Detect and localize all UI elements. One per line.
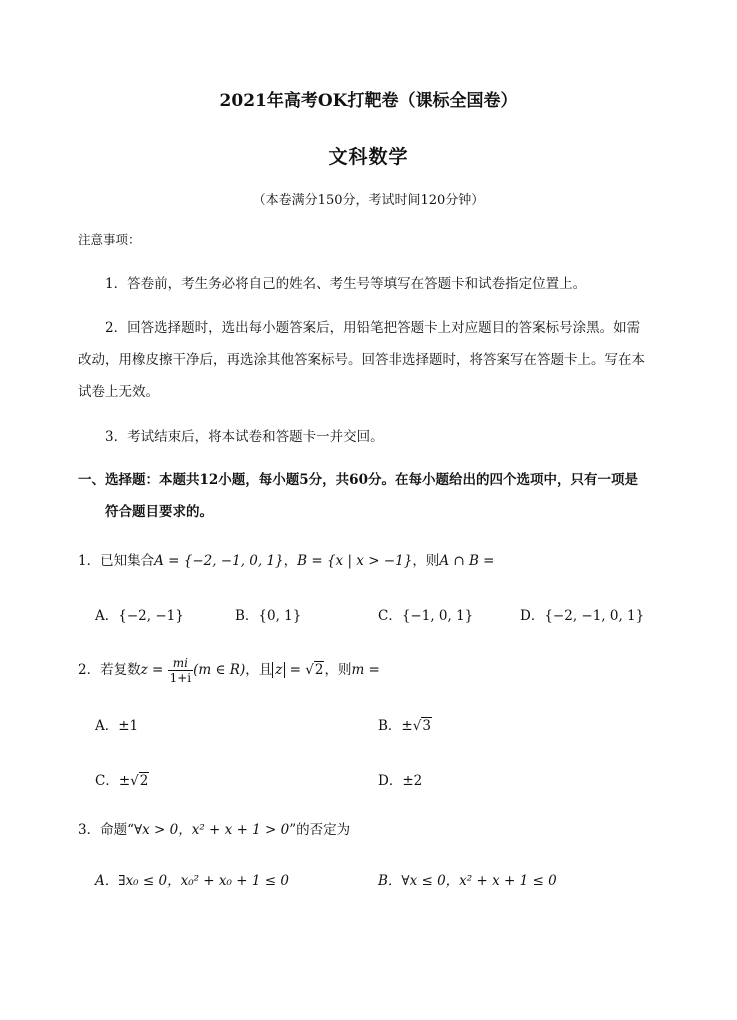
q1-option-a: A．{−2, −1}	[95, 608, 184, 624]
q1-option-d: D．{−2, −1, 0, 1}	[520, 608, 645, 624]
q1-option-b: B．{0, 1}	[235, 608, 302, 624]
q1-set-a: A = {−2, −1, 0, 1}	[154, 553, 284, 569]
section-heading-line-1: 一、选择题：本题共12小题，每小题5分，共60分。在每小题给出的四个选项中，只有一项是	[78, 472, 638, 488]
q3-option-a: A．∃x₀ ≤ 0，x₀² + x₀ + 1 ≤ 0	[95, 873, 289, 889]
q2-denominator: 1+i	[169, 671, 192, 685]
q2-option-b	[378, 716, 432, 736]
q2-condition: (m ∈ R)	[193, 662, 246, 678]
q2-radicand: 2	[314, 662, 324, 678]
q2-tail: ，则	[324, 662, 352, 678]
question-2	[78, 656, 380, 685]
q2-fraction	[168, 656, 194, 685]
q2-option-c	[95, 771, 149, 791]
q2-option-b-radicand: 3	[422, 718, 431, 734]
q2-abs-z: z	[272, 662, 285, 678]
question-3	[78, 820, 350, 840]
q2-prefix: 2．若复数	[78, 662, 141, 678]
q1-expression: A ∩ B =	[439, 553, 495, 569]
q2-option-a: A．±1	[95, 718, 139, 734]
q2-z: z =	[140, 662, 164, 678]
notice-item-2-line-1: 2．回答选择题时，选出每小题答案后，用铅笔把答题卡上对应题目的答案标号涂黑。如需	[105, 320, 641, 336]
q1-option-c: C．{−1, 0, 1}	[378, 608, 474, 624]
q2-option-c-prefix: C．±	[95, 773, 131, 789]
exam-note: （本卷满分150分，考试时间120分钟）	[252, 193, 485, 208]
section-heading-line-2: 符合题目要求的。	[105, 504, 213, 520]
notice-item-1: 1．答卷前，考生务必将自己的姓名、考生号等填写在答题卡和试卷指定位置上。	[105, 276, 587, 292]
q2-option-b-sqrt-icon: √	[412, 718, 422, 734]
notice-heading: 注意事项：	[78, 232, 141, 247]
q2-m: m =	[351, 662, 380, 678]
q3-proposition: ∀x > 0，x² + x + 1 > 0	[134, 822, 290, 838]
notice-item-2-line-2: 改动，用橡皮擦干净后，再选涂其他答案标号。回答非选择题时，将答案写在答题卡上。写在本	[78, 352, 645, 368]
question-1	[78, 551, 494, 571]
q3-prefix: 3．命题“	[78, 822, 134, 838]
q1-set-b: B = {x | x > −1}	[297, 553, 413, 569]
q1-mid: ，则	[412, 553, 440, 569]
q2-equals: =	[289, 662, 301, 678]
subject-title: 文科数学	[328, 146, 409, 168]
q2-numerator: mi	[168, 656, 194, 671]
notice-item-3: 3．考试结束后，将本试卷和答题卡一并交回。	[105, 429, 384, 445]
q2-sqrt-icon: √	[305, 662, 314, 678]
q2-option-b-prefix: B．±	[378, 718, 413, 734]
notice-item-2-line-3: 试卷上无效。	[78, 384, 159, 400]
q2-mid: ，且	[245, 662, 273, 678]
q2-option-c-sqrt-icon: √	[130, 773, 139, 789]
q2-option-c-radicand: 2	[139, 773, 149, 789]
exam-title: 2021年高考OK打靶卷（课标全国卷）	[219, 91, 518, 111]
q3-suffix: ”的否定为	[289, 822, 351, 838]
q1-sep: ，	[283, 553, 298, 569]
q2-option-d: D．±2	[378, 773, 423, 789]
q1-prefix: 1．已知集合	[78, 553, 155, 569]
q3-option-b: B．∀x ≤ 0，x² + x + 1 ≤ 0	[378, 873, 557, 889]
